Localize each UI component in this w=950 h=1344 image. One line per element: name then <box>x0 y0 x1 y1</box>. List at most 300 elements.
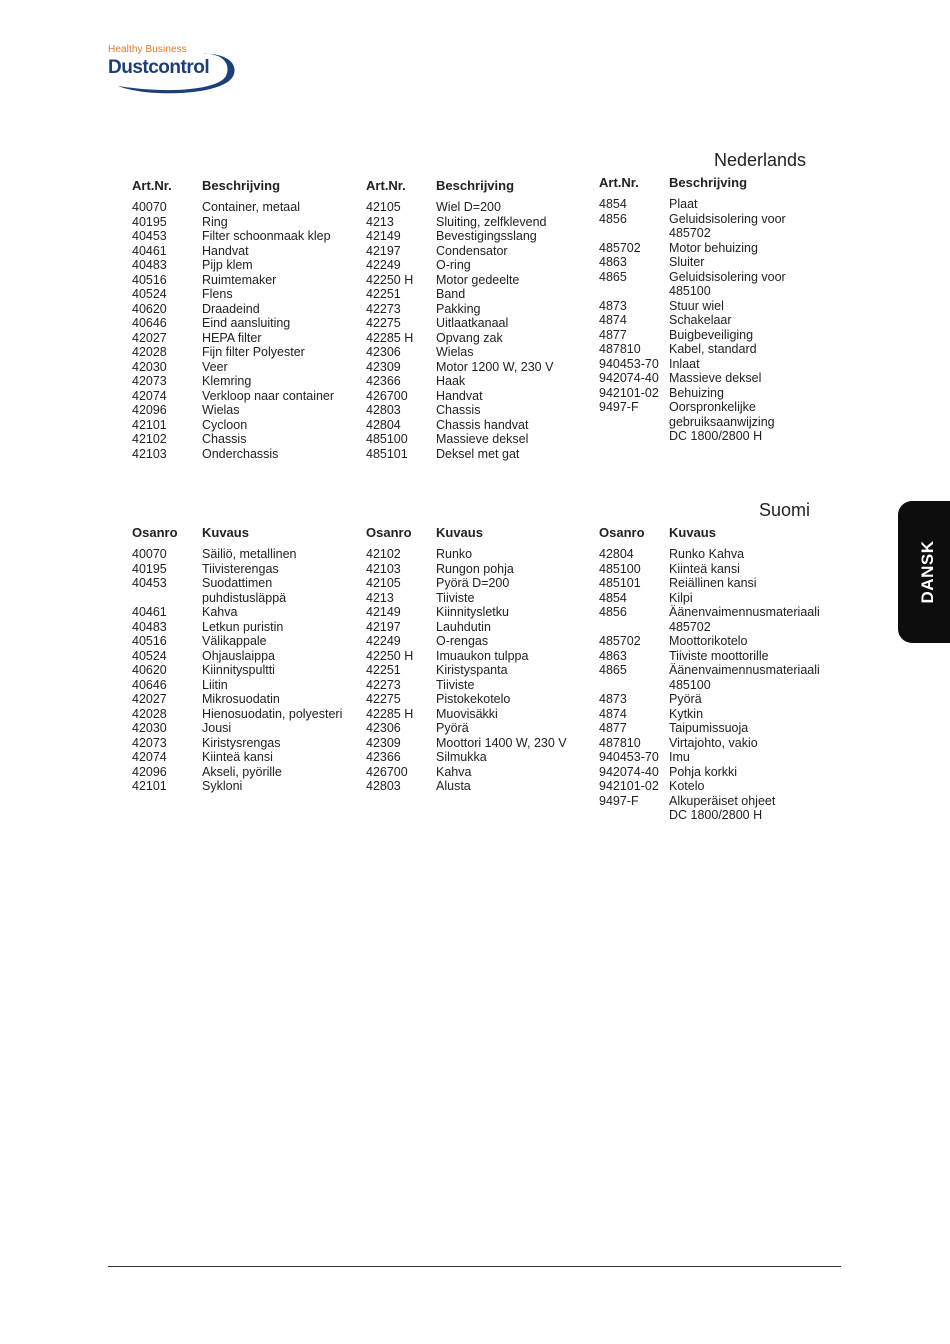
part-description: Cycloon <box>202 417 248 432</box>
part-description: Tiiviste <box>436 590 475 605</box>
part-row <box>366 258 553 273</box>
part-description: Veer <box>202 359 228 374</box>
part-description: HEPA filter <box>202 330 262 345</box>
part-number: 426700 <box>366 764 408 779</box>
part-row <box>132 620 342 635</box>
part-description: Pyörä D=200 <box>436 576 510 590</box>
part-row <box>132 576 342 605</box>
part-description: Oorspronkelijke gebruiksaanwijzing DC 1800/2800 H <box>669 400 775 443</box>
part-row <box>599 547 820 562</box>
part-row <box>366 663 567 678</box>
part-number: 4865 <box>599 663 627 677</box>
side-tab-label: DANSK <box>918 540 937 604</box>
part-number: 42803 <box>366 403 401 417</box>
part-description: Motor 1200 W, 230 V <box>436 359 554 374</box>
part-description: Fijn filter Polyester <box>202 345 305 359</box>
parts-column <box>132 525 342 794</box>
part-description: Äänenvaimennusmateriaali 485702 <box>669 605 820 634</box>
part-description: Runko <box>436 547 473 561</box>
part-description: Kytkin <box>669 706 704 721</box>
part-number: 42275 <box>366 692 401 706</box>
part-description: Kiinteä kansi <box>669 561 740 576</box>
part-description: Tiivisterengas <box>202 561 279 576</box>
section-title-suomi: Suomi <box>759 500 811 520</box>
part-number: 42251 <box>366 663 401 677</box>
part-number: 42028 <box>132 706 167 721</box>
parts-column <box>132 178 334 461</box>
part-row <box>366 750 567 765</box>
part-description: Moottorikotelo <box>669 634 748 648</box>
part-number: 942101-02 <box>599 385 659 400</box>
part-row <box>599 328 786 343</box>
part-row <box>366 215 553 230</box>
part-description: Handvat <box>436 388 483 403</box>
part-number: 4873 <box>599 298 627 313</box>
part-description: Band <box>436 287 466 301</box>
part-row <box>366 707 567 722</box>
part-number: 4874 <box>599 313 627 327</box>
part-description: Muovisäkki <box>436 706 498 721</box>
part-number: 40620 <box>132 663 167 677</box>
part-description: Kabel, standard <box>669 342 757 356</box>
part-row <box>599 386 786 401</box>
part-number: 42028 <box>132 345 167 359</box>
part-number: 485100 <box>366 432 408 446</box>
part-row <box>132 707 342 722</box>
part-description: Suodattimen puhdistusläppä <box>202 576 287 605</box>
part-row <box>132 215 334 230</box>
part-row <box>132 331 334 346</box>
part-description: Wielas <box>436 345 474 359</box>
part-description: Letkun puristin <box>202 619 284 634</box>
part-number: 42273 <box>366 677 401 692</box>
part-description: Äänenvaimennusmateriaali 485100 <box>669 663 820 692</box>
part-row <box>366 576 567 591</box>
part-description: Pyörä <box>669 692 702 706</box>
part-number: 940453-70 <box>599 750 659 764</box>
part-number: 4856 <box>599 605 627 619</box>
part-row <box>366 389 553 404</box>
part-row <box>366 200 553 215</box>
part-row <box>132 403 334 418</box>
part-number: 942101-02 <box>599 779 659 793</box>
part-row <box>366 649 567 664</box>
part-number: 487810 <box>599 342 641 356</box>
part-row <box>132 273 334 288</box>
header-description: Beschrijving <box>436 178 515 193</box>
part-number: 4213 <box>366 214 394 229</box>
part-description: Deksel met gat <box>436 446 520 461</box>
parts-column <box>599 525 820 823</box>
part-number: 485100 <box>599 561 641 576</box>
part-row <box>366 273 553 288</box>
part-description: Sluiting, zelfklevend <box>436 214 547 229</box>
part-number: 40516 <box>132 272 167 287</box>
header-part-number: Art.Nr. <box>599 175 639 190</box>
part-number: 42149 <box>366 229 401 243</box>
part-row <box>132 678 342 693</box>
part-number: 4874 <box>599 706 627 721</box>
part-row <box>599 400 786 444</box>
part-number: 40483 <box>132 619 167 634</box>
part-row <box>599 736 820 751</box>
part-description: Massieve deksel <box>669 371 762 385</box>
section-title-nederlands: Nederlands <box>714 150 807 170</box>
part-row <box>599 721 820 736</box>
part-description: Sykloni <box>202 779 243 793</box>
part-number: 4873 <box>599 692 627 706</box>
part-row <box>366 229 553 244</box>
part-description: Stuur wiel <box>669 298 724 313</box>
part-row <box>366 779 567 794</box>
part-number: 40070 <box>132 547 167 561</box>
part-description: Pakking <box>436 301 481 316</box>
part-description: Uitlaatkanaal <box>436 316 509 330</box>
part-number: 485101 <box>599 576 641 590</box>
part-number: 42366 <box>366 374 401 388</box>
part-number: 40516 <box>132 634 167 648</box>
part-description: Moottori 1400 W, 230 V <box>436 735 567 750</box>
part-row <box>366 302 553 317</box>
part-description: Onderchassis <box>202 446 279 461</box>
part-row <box>366 432 553 447</box>
part-description: Motor gedeelte <box>436 272 520 287</box>
part-row <box>366 591 567 606</box>
part-description: Klemring <box>202 374 252 388</box>
part-number: 40620 <box>132 301 167 316</box>
part-description: Chassis <box>436 403 481 417</box>
part-number: 42309 <box>366 359 401 374</box>
part-row <box>599 765 820 780</box>
part-row <box>599 750 820 765</box>
column-header <box>366 178 553 200</box>
parts-column <box>366 178 553 461</box>
part-number: 42027 <box>132 330 167 345</box>
part-row <box>132 562 342 577</box>
part-number: 42366 <box>366 750 401 764</box>
part-description: Reiällinen kansi <box>669 576 757 590</box>
part-number: 40483 <box>132 258 167 272</box>
part-row <box>132 605 342 620</box>
part-row <box>366 562 567 577</box>
header-description: Kuvaus <box>202 525 249 540</box>
header-part-number: Osanro <box>132 525 178 540</box>
part-description: Mikrosuodatin <box>202 692 280 706</box>
part-row <box>366 331 553 346</box>
part-row <box>132 229 334 244</box>
part-description: Condensator <box>436 243 508 258</box>
part-description: Buigbeveiliging <box>669 327 754 342</box>
part-number: 42074 <box>132 388 167 403</box>
part-number: 426700 <box>366 388 408 403</box>
header-description: Kuvaus <box>669 525 716 540</box>
part-number: 42096 <box>132 403 167 417</box>
part-description: Pyörä <box>436 721 469 735</box>
part-number: 40461 <box>132 243 167 258</box>
part-row <box>599 649 820 664</box>
part-description: Kiinnitysletku <box>436 605 509 619</box>
part-row <box>599 562 820 577</box>
part-row <box>599 241 786 256</box>
part-row <box>599 779 820 794</box>
part-row <box>366 736 567 751</box>
part-description: Akseli, pyörille <box>202 764 282 779</box>
part-row <box>366 678 567 693</box>
part-number: 4856 <box>599 211 627 226</box>
language-side-tab <box>898 501 950 643</box>
part-number: 42101 <box>132 417 167 432</box>
part-description: Draadeind <box>202 301 260 316</box>
part-description: Plaat <box>669 197 698 211</box>
part-description: Flens <box>202 287 233 301</box>
part-description: Ohjauslaippa <box>202 648 275 663</box>
part-description: Bevestigingsslang <box>436 229 537 243</box>
part-number: 4854 <box>599 590 627 605</box>
part-number: 42803 <box>366 779 401 793</box>
part-number: 940453-70 <box>599 356 659 371</box>
part-description: Massieve deksel <box>436 432 529 446</box>
part-row <box>132 663 342 678</box>
part-number: 42250 H <box>366 272 414 287</box>
part-number: 42103 <box>366 561 401 576</box>
part-description: Rungon pohja <box>436 561 514 576</box>
part-description: Chassis handvat <box>436 417 529 432</box>
part-row <box>599 342 786 357</box>
part-number: 42804 <box>599 547 634 561</box>
part-row <box>599 313 786 328</box>
column-header <box>366 525 567 547</box>
part-description: Kiristyspanta <box>436 663 508 677</box>
part-number: 42250 H <box>366 648 414 663</box>
part-row <box>366 447 553 462</box>
part-row <box>366 316 553 331</box>
footer-divider <box>108 1266 841 1267</box>
header-description: Beschrijving <box>202 178 281 193</box>
parts-column <box>366 525 567 794</box>
part-description: Schakelaar <box>669 313 732 327</box>
header-description: Beschrijving <box>669 175 748 190</box>
part-row <box>599 270 786 299</box>
part-description: Alusta <box>436 779 471 793</box>
part-row <box>132 345 334 360</box>
part-row <box>132 200 334 215</box>
part-number: 42073 <box>132 735 167 750</box>
part-row <box>132 360 334 375</box>
part-number: 42273 <box>366 301 401 316</box>
part-row <box>132 302 334 317</box>
part-number: 42102 <box>366 547 401 561</box>
part-row <box>366 547 567 562</box>
part-number: 4865 <box>599 269 627 284</box>
part-description: Liitin <box>202 677 228 692</box>
header-part-number: Osanro <box>366 525 412 540</box>
part-number: 42096 <box>132 764 167 779</box>
part-number: 485702 <box>599 240 641 255</box>
part-row <box>599 212 786 241</box>
part-description: Ring <box>202 214 228 229</box>
part-row <box>132 447 334 462</box>
part-number: 42030 <box>132 721 167 735</box>
part-row <box>366 360 553 375</box>
part-row <box>366 605 567 620</box>
column-header <box>599 525 820 547</box>
part-number: 42309 <box>366 735 401 750</box>
part-description: Pijp klem <box>202 258 253 272</box>
part-description: Silmukka <box>436 750 487 764</box>
part-row <box>599 299 786 314</box>
part-description: O-rengas <box>436 634 489 648</box>
part-number: 42251 <box>366 287 401 301</box>
part-description: Verkloop naar container <box>202 388 335 403</box>
part-number: 9497-F <box>599 793 639 808</box>
part-number: 942074-40 <box>599 764 659 779</box>
part-description: Kahva <box>202 605 238 619</box>
logo-wordmark: Dustcontrol <box>108 57 210 78</box>
part-number: 42030 <box>132 359 167 374</box>
part-number: 42285 H <box>366 706 414 721</box>
part-number: 42149 <box>366 605 401 619</box>
part-number: 40453 <box>132 229 167 243</box>
header-part-number: Art.Nr. <box>132 178 172 193</box>
column-header <box>132 525 342 547</box>
parts-column <box>599 175 786 444</box>
part-description: Motor behuizing <box>669 240 758 255</box>
part-number: 42804 <box>366 417 401 432</box>
part-number: 4213 <box>366 590 394 605</box>
part-number: 42249 <box>366 634 401 648</box>
part-number: 42105 <box>366 200 401 214</box>
part-description: Opvang zak <box>436 330 503 345</box>
part-description: Container, metaal <box>202 200 300 214</box>
part-description: Geluidsisolering voor 485100 <box>669 269 786 298</box>
part-description: Kilpi <box>669 590 693 605</box>
part-row <box>132 634 342 649</box>
part-row <box>132 779 342 794</box>
part-row <box>132 547 342 562</box>
part-row <box>132 736 342 751</box>
part-description: Kiinnityspultti <box>202 663 275 677</box>
part-row <box>366 374 553 389</box>
part-row <box>599 692 820 707</box>
part-description: Wielas <box>202 403 240 417</box>
part-number: 42027 <box>132 692 167 706</box>
part-row <box>132 287 334 302</box>
part-row <box>366 418 553 433</box>
part-number: 40070 <box>132 200 167 214</box>
part-number: 42306 <box>366 721 401 735</box>
part-number: 40524 <box>132 287 167 301</box>
logo-tagline: Healthy Business <box>108 44 187 55</box>
part-row <box>599 357 786 372</box>
part-number: 42197 <box>366 243 401 258</box>
part-description: Kahva <box>436 764 472 779</box>
part-row <box>132 765 342 780</box>
part-number: 487810 <box>599 735 641 750</box>
part-description: Hienosuodatin, polyesteri <box>202 706 343 721</box>
part-description: Tiiviste moottorille <box>669 648 769 663</box>
part-row <box>132 316 334 331</box>
part-row <box>599 576 820 591</box>
part-number: 40461 <box>132 605 167 619</box>
part-number: 42249 <box>366 258 401 272</box>
part-number: 40453 <box>132 576 167 590</box>
part-row <box>132 721 342 736</box>
part-row <box>599 605 820 634</box>
part-number: 40646 <box>132 316 167 330</box>
part-number: 40646 <box>132 677 167 692</box>
part-number: 42105 <box>366 576 401 590</box>
part-row <box>132 649 342 664</box>
part-row <box>132 750 342 765</box>
header-description: Kuvaus <box>436 525 483 540</box>
part-description: Ruimtemaker <box>202 272 277 287</box>
part-description: Jousi <box>202 721 232 735</box>
part-description: Eind aansluiting <box>202 316 291 330</box>
part-row <box>366 244 553 259</box>
part-number: 4854 <box>599 197 627 211</box>
part-number: 42102 <box>132 432 167 446</box>
part-row <box>132 692 342 707</box>
part-row <box>366 692 567 707</box>
part-row <box>366 287 553 302</box>
part-description: Chassis <box>202 432 247 446</box>
part-description: Taipumissuoja <box>669 721 749 735</box>
part-row <box>132 374 334 389</box>
part-description: Haak <box>436 374 466 388</box>
part-description: Runko Kahva <box>669 547 745 561</box>
part-number: 40524 <box>132 648 167 663</box>
part-number: 40195 <box>132 214 167 229</box>
part-description: Kotelo <box>669 779 705 793</box>
part-description: Välikappale <box>202 634 267 648</box>
part-description: O-ring <box>436 258 471 272</box>
part-description: Sluiter <box>669 255 705 269</box>
part-row <box>132 258 334 273</box>
part-description: Inlaat <box>669 356 700 371</box>
part-description: Kiinteä kansi <box>202 750 273 764</box>
part-number: 4877 <box>599 721 627 735</box>
part-number: 4863 <box>599 648 627 663</box>
part-number: 42285 H <box>366 330 414 345</box>
part-number: 40195 <box>132 561 167 576</box>
part-number: 9497-F <box>599 400 639 414</box>
part-description: Behuizing <box>669 385 724 400</box>
part-number: 42306 <box>366 345 401 359</box>
part-number: 4863 <box>599 255 627 269</box>
part-number: 4877 <box>599 327 627 342</box>
part-row <box>132 432 334 447</box>
part-row <box>366 403 553 418</box>
part-row <box>599 634 820 649</box>
part-row <box>366 620 567 635</box>
part-description: Pistokekotelo <box>436 692 511 706</box>
part-row <box>599 591 820 606</box>
column-header <box>132 178 334 200</box>
header-part-number: Osanro <box>599 525 645 540</box>
part-row <box>599 197 786 212</box>
part-row <box>599 707 820 722</box>
part-number: 485702 <box>599 634 641 648</box>
part-number: 42074 <box>132 750 167 764</box>
part-number: 42101 <box>132 779 167 793</box>
column-header <box>599 175 786 197</box>
part-row <box>366 721 567 736</box>
part-row <box>599 255 786 270</box>
part-number: 42197 <box>366 619 401 634</box>
part-description: Geluidsisolering voor 485702 <box>669 211 786 240</box>
part-number: 485101 <box>366 446 408 461</box>
part-number: 42103 <box>132 446 167 461</box>
